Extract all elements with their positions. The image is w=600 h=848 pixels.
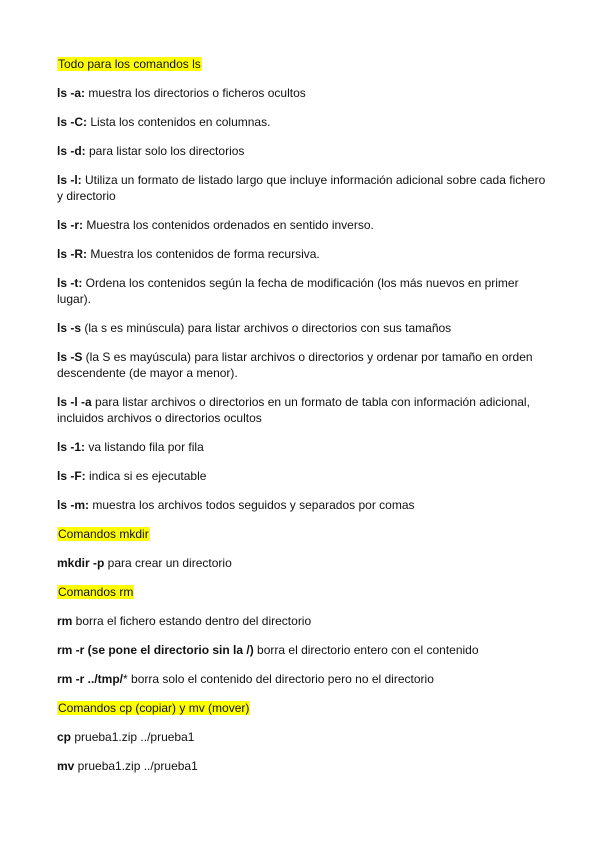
command-description: para listar archivos o directorios en un formato de tabla con información adicional, incluidos archivos o directorios ocultos (57, 395, 530, 425)
command-description: Lista los contenidos en columnas. (87, 115, 271, 129)
command-text: ls -a: (57, 86, 86, 100)
ls-F-entry (57, 468, 547, 484)
command-description: Muestra los contenidos ordenados en sentido inverso. (83, 218, 374, 232)
mkdir-p-entry (57, 555, 547, 571)
command-text: cp (57, 730, 72, 744)
ls-R-entry (57, 246, 547, 262)
cp-entry (57, 729, 547, 745)
command-text: ls -R: (57, 247, 87, 261)
command-text: ls -r: (57, 218, 84, 232)
ls-C-entry (57, 114, 547, 130)
ls-1-entry (57, 439, 547, 455)
command-description: prueba1.zip ../prueba1 (74, 759, 198, 773)
command-text: ls -t: (57, 276, 83, 290)
ls-S-entry (57, 349, 547, 381)
command-description: muestra los archivos todos seguidos y separados por comas (89, 498, 415, 512)
command-description: (la s es minúscula) para listar archivos o directorios con sus tamaños (81, 321, 452, 335)
command-text: ls -C: (57, 115, 87, 129)
command-text: mv (57, 759, 75, 773)
mv-entry (57, 758, 547, 774)
command-text: ls -l -a (57, 395, 92, 409)
section-heading-ls (57, 56, 547, 72)
highlighted-heading: Comandos rm (58, 585, 134, 599)
rm-r-entry (57, 642, 547, 658)
command-description: para listar solo los directorios (85, 144, 245, 158)
command-text: ls -m: (57, 498, 90, 512)
command-description: borra el fichero estando dentro del directorio (72, 614, 312, 628)
command-text: ls -d: (57, 144, 86, 158)
command-description: indica si es ejecutable (85, 469, 207, 483)
command-description: para crear un directorio (104, 556, 232, 570)
command-text: rm -r ../tmp/ (57, 672, 124, 686)
command-text: ls -l: (57, 173, 82, 187)
section-heading-mkdir (57, 526, 547, 542)
ls-a-entry (57, 85, 547, 101)
command-text: ls -F: (57, 469, 86, 483)
command-description: prueba1.zip ../prueba1 (71, 730, 195, 744)
command-text: rm (57, 614, 73, 628)
section-heading-rm (57, 584, 547, 600)
command-text: ls -1: (57, 440, 86, 454)
command-text: ls -s (57, 321, 82, 335)
ls-l-a-entry (57, 394, 547, 426)
ls-m-entry (57, 497, 547, 513)
section-heading-cp-mv (57, 700, 547, 716)
rm-entry (57, 613, 547, 629)
command-description: Ordena los contenidos según la fecha de modificación (los más nuevos en primer lugar). (57, 276, 519, 306)
command-description: Utiliza un formato de listado largo que incluye información adicional sobre cada fichero y directorio (57, 173, 546, 203)
command-text: mkdir -p (57, 556, 105, 570)
rm-r-tmp-entry (57, 671, 547, 687)
ls-s-entry (57, 320, 547, 336)
command-description: va listando fila por fila (85, 440, 204, 454)
command-description: Muestra los contenidos de forma recursiva. (87, 247, 320, 261)
highlighted-heading: Todo para los comandos ls (58, 57, 201, 71)
command-description: muestra los directorios o ficheros ocultos (85, 86, 306, 100)
command-text: rm -r (se pone el directorio sin la /) (57, 643, 254, 657)
ls-l-entry (57, 172, 547, 204)
highlighted-heading: Comandos cp (copiar) y mv (mover) (58, 701, 250, 715)
command-description: * borra solo el contenido del directorio pero no el directorio (123, 672, 434, 686)
highlighted-heading: Comandos mkdir (58, 527, 149, 541)
document-body (57, 56, 547, 787)
command-text: ls -S (57, 350, 83, 364)
command-description: borra el directorio entero con el contenido (253, 643, 479, 657)
command-description: (la S es mayúscula) para listar archivos o directorios y ordenar por tamaño en orden descendente (de mayor a menor). (57, 350, 533, 380)
ls-d-entry (57, 143, 547, 159)
ls-r-entry (57, 217, 547, 233)
ls-t-entry (57, 275, 547, 307)
